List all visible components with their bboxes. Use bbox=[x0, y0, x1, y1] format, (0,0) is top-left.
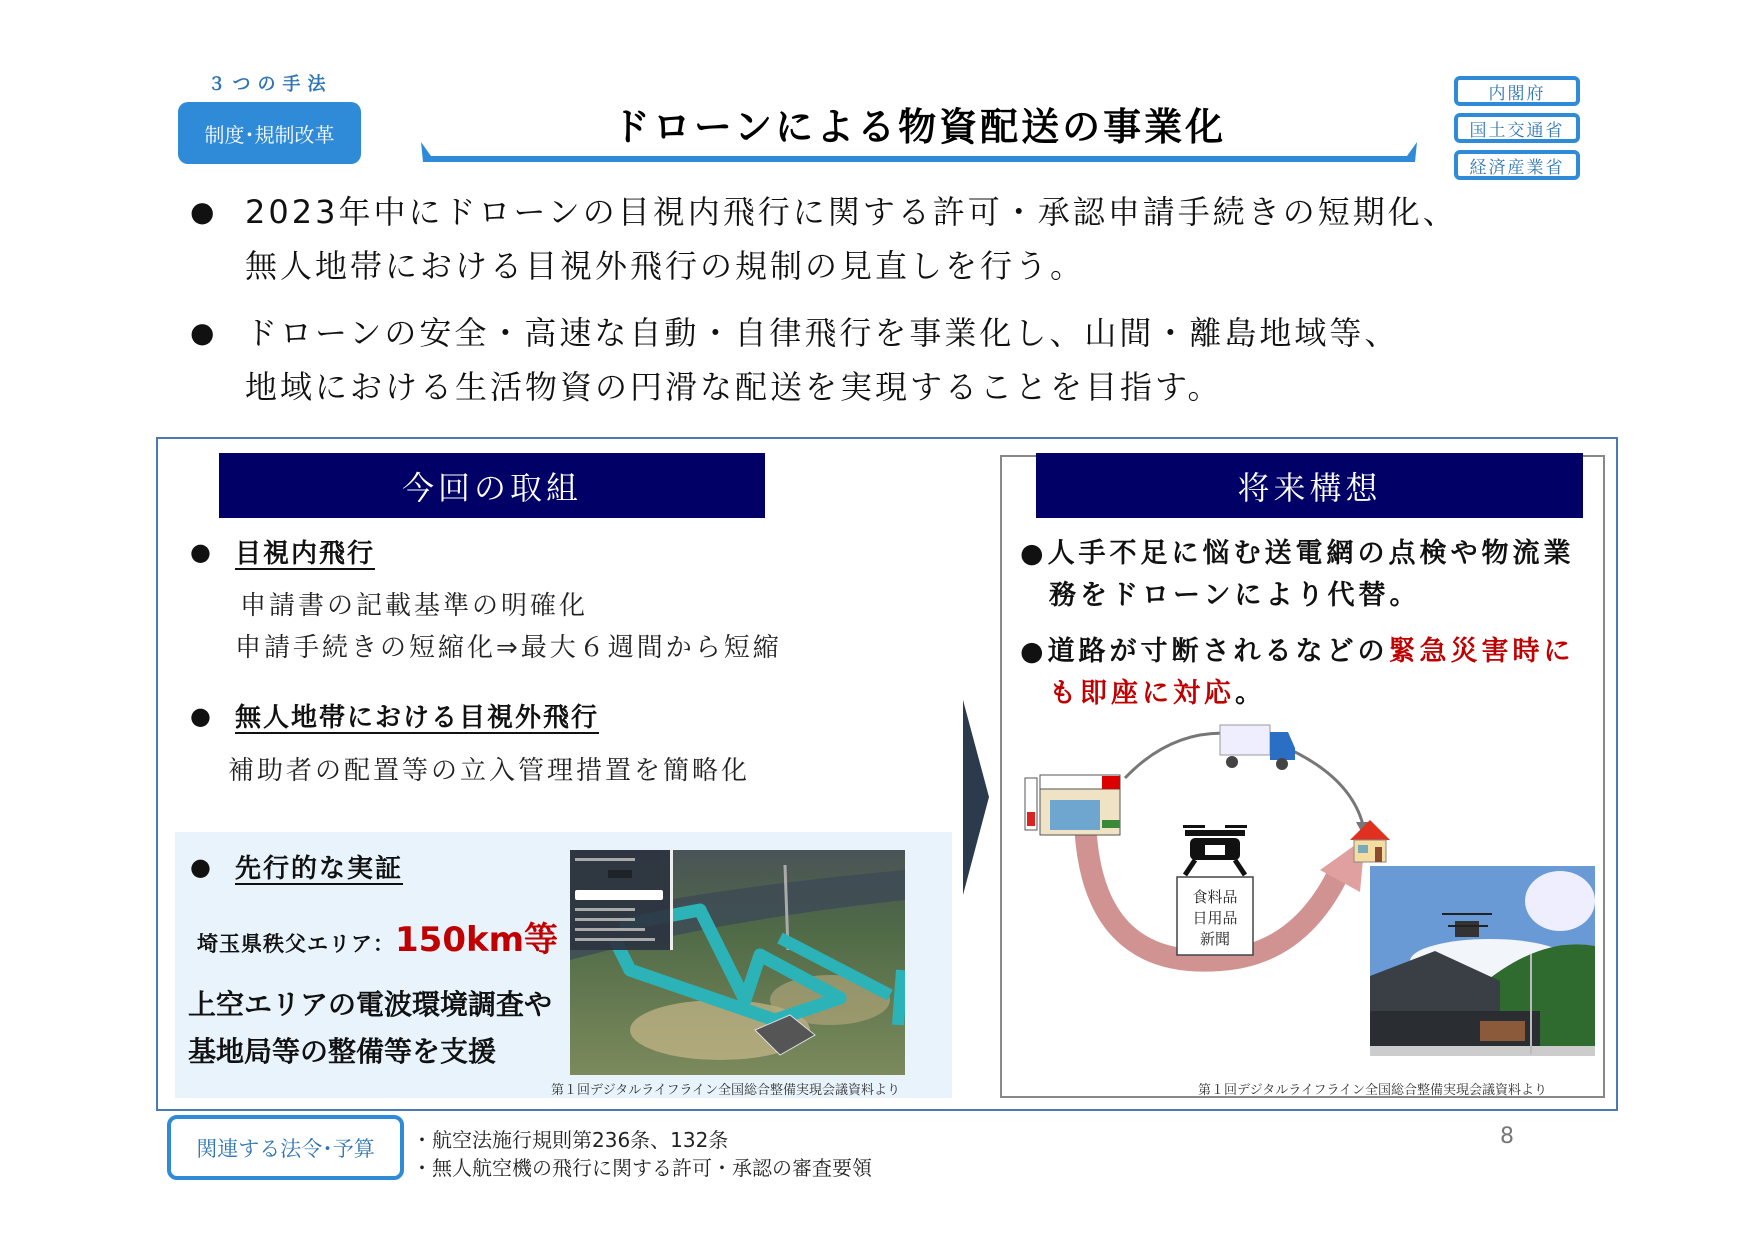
truck-icon bbox=[1220, 725, 1295, 770]
cargo-line: 新聞 bbox=[1199, 930, 1231, 948]
related-law-item: ・航空法施行規則第236条、132条 bbox=[412, 1128, 729, 1152]
future-text-highlight: も即座に対応 bbox=[1049, 678, 1235, 709]
future-text: 務をドローンにより代替。 bbox=[1049, 580, 1421, 611]
current-initiatives-header: 今回の取組 bbox=[219, 453, 765, 518]
related-law-item: ・無人航空機の飛行に関する許可・承認の審査要領 bbox=[412, 1156, 872, 1180]
future-text: 。 bbox=[1235, 678, 1266, 709]
bullet-dot-icon: ● bbox=[1020, 636, 1048, 667]
transition-arrow-icon bbox=[963, 700, 989, 895]
bullet-dot-icon: ● bbox=[190, 538, 211, 566]
flight-route-satellite-image bbox=[570, 850, 905, 1075]
demo-heading: 先行的な実証 bbox=[235, 854, 404, 884]
future-text: 人手不足に悩む送電網の点検や物流業 bbox=[1047, 538, 1575, 569]
item-detail: 申請手続きの短縮化⇒最大６週間から短縮 bbox=[235, 633, 782, 663]
summary-line: 地域における生活物資の円滑な配送を実現することを目指す。 bbox=[245, 368, 1223, 406]
image-credit: 第１回デジタルライフライン全国総合整備実現会議資料より bbox=[1198, 1083, 1548, 1098]
bullet-dot-icon: ● bbox=[190, 702, 211, 730]
image-credit: 第１回デジタルライフライン全国総合整備実現会議資料より bbox=[551, 1083, 901, 1098]
house-icon bbox=[1350, 820, 1390, 862]
related-laws-badge: 関連する法令･予算 bbox=[167, 1115, 404, 1180]
cargo-line: 日用品 bbox=[1192, 909, 1238, 927]
item-heading-bvlos-unmanned-area: 無人地帯における目視外飛行 bbox=[235, 703, 600, 733]
future-text: 道路が寸断されるなどの bbox=[1047, 636, 1389, 667]
page-title: ドローンによる物資配送の事業化 bbox=[611, 105, 1227, 149]
bullet-dot-icon: ● bbox=[1020, 538, 1048, 569]
drone-delivery-photo bbox=[1370, 866, 1595, 1056]
delivery-cycle-diagram bbox=[1020, 720, 1390, 980]
agency-badge-mlit: 国土交通省 bbox=[1454, 113, 1580, 143]
summary-line: 2023年中にドローンの目視内飛行に関する許可・承認申請手続きの短期化、 bbox=[245, 193, 1458, 231]
future-bullet-1 bbox=[1020, 533, 1575, 617]
drone-icon bbox=[1183, 825, 1247, 875]
bullet-dot-icon: ● bbox=[190, 316, 218, 349]
method-label: ３つの手法 bbox=[207, 74, 333, 95]
page-number: 8 bbox=[1500, 1124, 1514, 1149]
bullet-dot-icon: ● bbox=[190, 195, 218, 228]
cargo-line: 食料品 bbox=[1192, 888, 1238, 906]
item-heading-visual-line-of-sight: 目視内飛行 bbox=[235, 539, 376, 569]
method-badge: 制度･規制改革 bbox=[178, 102, 361, 164]
demo-area-value: 150km等 bbox=[395, 920, 559, 960]
item-detail: 補助者の配置等の立入管理措置を簡略化 bbox=[228, 756, 751, 786]
agency-badge-meti: 経済産業省 bbox=[1454, 150, 1580, 180]
future-text-highlight: 緊急災害時に bbox=[1388, 636, 1575, 667]
summary-line: 無人地帯における目視外飛行の規制の見直しを行う。 bbox=[245, 247, 1086, 285]
bullet-dot-icon: ● bbox=[190, 853, 211, 881]
convenience-store-icon bbox=[1025, 775, 1120, 835]
demo-area-label: 埼玉県秩父エリア： bbox=[197, 932, 395, 956]
future-vision-header: 将来構想 bbox=[1036, 453, 1583, 518]
summary-line: ドローンの安全・高速な自動・自律飛行を事業化し、山間・離島地域等、 bbox=[245, 314, 1400, 352]
future-bullet-2 bbox=[1020, 631, 1575, 715]
title-underline bbox=[421, 154, 1417, 162]
agency-badge-cabinet-office: 内閣府 bbox=[1454, 76, 1580, 106]
demo-area bbox=[197, 912, 558, 961]
demo-support-line: 上空エリアの電波環境調査や bbox=[188, 988, 553, 1021]
item-detail: 申請書の記載基準の明確化 bbox=[240, 591, 589, 621]
demo-support-line: 基地局等の整備等を支援 bbox=[188, 1035, 497, 1068]
